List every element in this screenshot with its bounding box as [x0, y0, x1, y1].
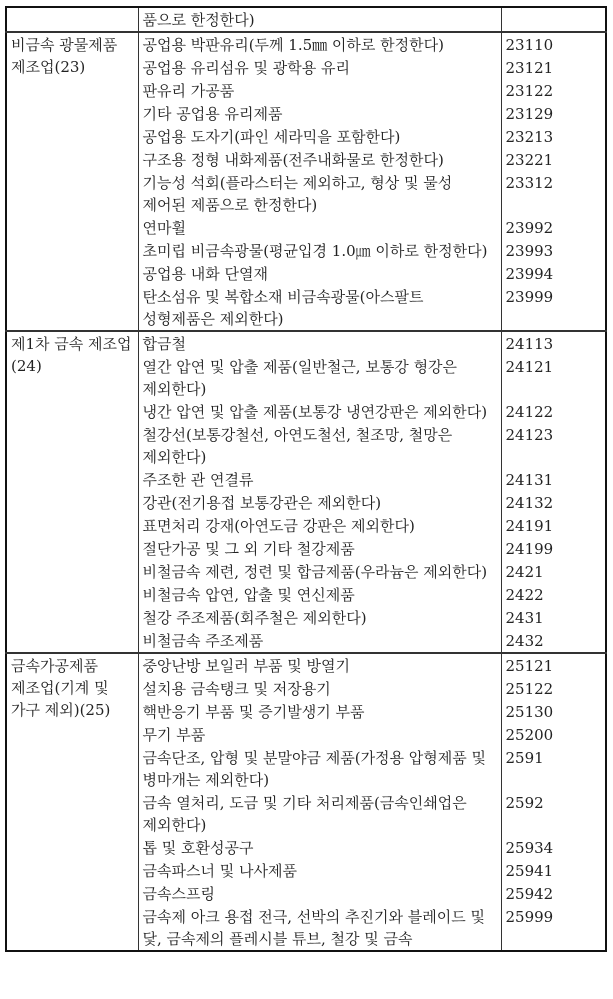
category-cell [6, 7, 138, 32]
code-cell: 24113 [501, 331, 606, 355]
code-cell: 23994 [505, 265, 554, 283]
item-cell: 공업용 박판유리(두께 1.5㎜ 이하로 한정한다) [138, 32, 501, 56]
item-cell: 공업용 도자기(파인 세라믹을 포함한다) [138, 125, 501, 148]
continuation-row [6, 7, 606, 32]
code-cell: 25941 [505, 862, 554, 880]
code-cell: 25999 [505, 908, 554, 926]
item-cell: 주조한 관 연결류 [138, 468, 501, 491]
item-cell: 무기 부품 [138, 723, 501, 746]
code-cell: 2592 [505, 794, 544, 812]
code-cell: 23110 [501, 32, 606, 56]
code-cell: 24122 [505, 403, 554, 421]
code-cell: 24132 [505, 494, 554, 512]
category-cell: 제1차 금속 제조업(24) [6, 331, 138, 653]
code-cell: 23221 [505, 151, 554, 169]
code-cell: 25121 [501, 653, 606, 677]
item-cell: 판유리 가공품 [138, 79, 501, 102]
code-cell: 23992 [505, 219, 554, 237]
category-cell: 금속가공제품 제조업(기계 및 가구 제외)(25) [6, 653, 138, 951]
item-cell: 핵반응기 부품 및 증기발생기 부품 [138, 700, 501, 723]
code-cell: 2591 [505, 749, 544, 767]
code-cell: 25200 [505, 726, 554, 744]
table-row [6, 331, 606, 355]
code-cell: 25122 [505, 680, 554, 698]
item-cell: 비철금속 제련, 정련 및 합금제품(우라늄은 제외한다) [138, 560, 501, 583]
code-cell: 24121 [505, 358, 554, 376]
code-cell [501, 7, 606, 32]
code-cell: 25942 [505, 885, 554, 903]
item-cell: 절단가공 및 그 외 기타 철강제품 [138, 537, 501, 560]
item-cell: 연마휠 [138, 216, 501, 239]
item-cell: 초미립 비금속광물(평균입경 1.0㎛ 이하로 한정한다) [138, 239, 501, 262]
item-cell: 기타 공업용 유리제품 [138, 102, 501, 125]
item-cell: 철강선(보통강철선, 아연도철선, 철조망, 철망은 제외한다) [138, 423, 501, 468]
code-cell: 2432 [505, 632, 544, 650]
code-cell: 23312 [505, 174, 554, 192]
item-cell: 비철금속 주조제품 [138, 629, 501, 653]
item-cell: 금속단조, 압형 및 분말야금 제품(가정용 압형제품 및 병마개는 제외한다) [138, 746, 501, 791]
code-cell: 24199 [505, 540, 554, 558]
item-cell: 구조용 정형 내화제품(전주내화물로 한정한다) [138, 148, 501, 171]
category-cell: 비금속 광물제품 제조업(23) [6, 32, 138, 331]
code-cell: 2422 [505, 586, 544, 604]
item-cell: 기능성 석회(플라스터는 제외하고, 형상 및 물성 제어된 제품으로 한정한다) [138, 171, 501, 216]
code-cell: 23999 [505, 288, 554, 306]
item-cell: 중앙난방 보일러 부품 및 방열기 [138, 653, 501, 677]
item-cell: 금속파스너 및 나사제품 [138, 859, 501, 882]
code-cell: 23129 [505, 105, 554, 123]
item-cell: 철강 주조제품(회주철은 제외한다) [138, 606, 501, 629]
item-cell: 금속 열처리, 도금 및 기타 처리제품(금속인쇄업은 제외한다) [138, 791, 501, 836]
item-cell: 금속스프링 [138, 882, 501, 905]
item-cell: 표면처리 강재(아연도금 강판은 제외한다) [138, 514, 501, 537]
code-cell: 24123 [505, 426, 554, 444]
code-cell: 2421 [505, 563, 544, 581]
item-cell: 설치용 금속탱크 및 저장용기 [138, 677, 501, 700]
code-cell: 25934 [505, 839, 554, 857]
code-cell: 24191 [505, 517, 554, 535]
table-row [6, 653, 606, 677]
industry-code-table [5, 6, 607, 952]
code-cell: 23993 [505, 242, 554, 260]
table-row [6, 32, 606, 56]
code-cell: 23213 [505, 128, 554, 146]
item-cell: 비철금속 압연, 압출 및 연신제품 [138, 583, 501, 606]
code-cell: 25130 [505, 703, 554, 721]
item-cell: 강관(전기용접 보통강관은 제외한다) [138, 491, 501, 514]
item-cell: 공업용 유리섬유 및 광학용 유리 [138, 56, 501, 79]
code-cell: 2431 [505, 609, 544, 627]
item-cell: 품으로 한정한다) [138, 7, 501, 32]
item-cell: 탄소섬유 및 복합소재 비금속광물(아스팔트 성형제품은 제외한다) [138, 285, 501, 331]
code-cell: 23121 [505, 59, 554, 77]
item-cell: 합금철 [138, 331, 501, 355]
item-cell: 공업용 내화 단열재 [138, 262, 501, 285]
item-cell: 냉간 압연 및 압출 제품(보통강 냉연강판은 제외한다) [138, 400, 501, 423]
item-cell: 열간 압연 및 압출 제품(일반철근, 보통강 형강은 제외한다) [138, 355, 501, 400]
code-cell: 24131 [505, 471, 554, 489]
item-cell: 금속제 아크 용접 전극, 선박의 추진기와 블레이드 및 닻, 금속제의 플레시블 튜브, 철강 및 금속 [138, 905, 501, 951]
item-cell: 톱 및 호환성공구 [138, 836, 501, 859]
code-cell: 23122 [505, 82, 554, 100]
